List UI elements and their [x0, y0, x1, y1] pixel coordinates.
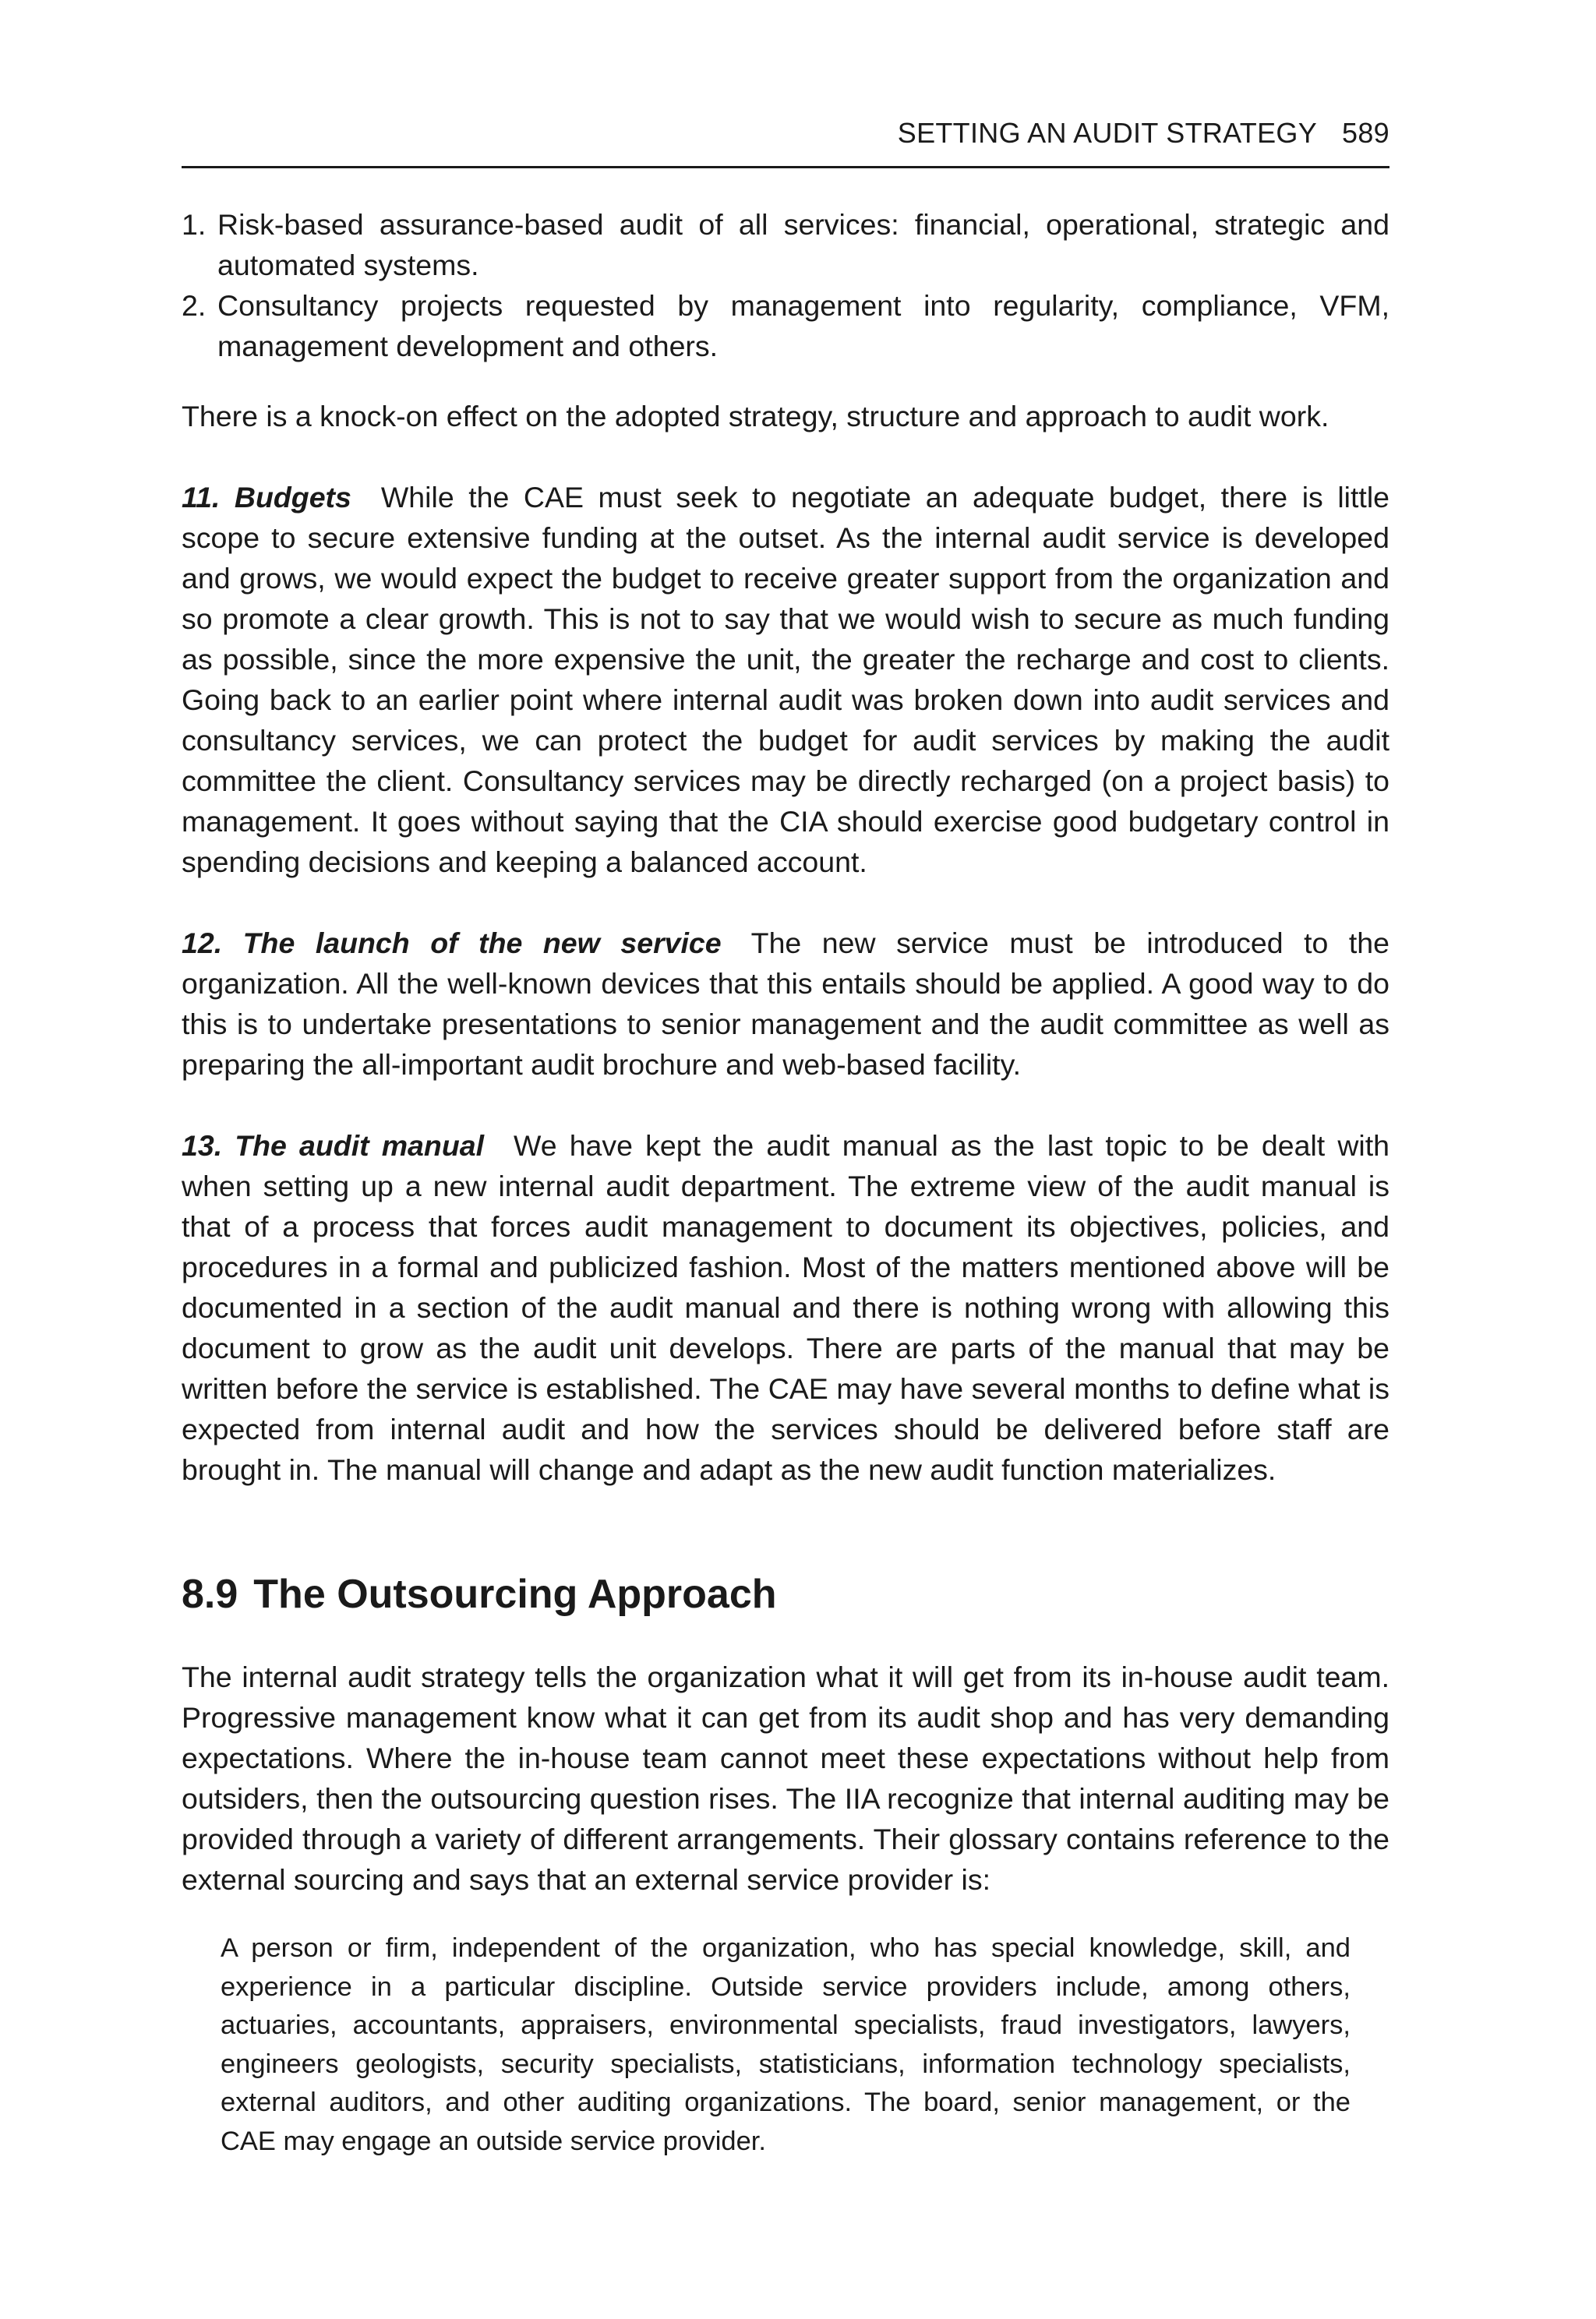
running-header: [182, 117, 1389, 150]
list-item-text: Consultancy projects requested by management into regularity, compliance, VFM, management development and others.: [217, 289, 1389, 362]
list-item: [182, 285, 1389, 366]
numbered-list: [182, 204, 1389, 366]
body-text: [182, 204, 1389, 2161]
launch-paragraph: [182, 923, 1389, 1085]
knock-on-paragraph: There is a knock-on effect on the adopted strategy, structure and approach to audit work.: [182, 400, 1329, 432]
page-number: 589: [1342, 117, 1389, 149]
header-rule: [182, 166, 1389, 168]
running-title: SETTING AN AUDIT STRATEGY: [897, 117, 1318, 149]
launch-runin-heading: 12. The launch of the new service: [182, 927, 722, 959]
list-item: [182, 204, 1389, 285]
list-item-number: 2.: [182, 289, 207, 322]
budgets-runin-heading: 11. Budgets: [182, 481, 351, 514]
manual-paragraph: [182, 1125, 1389, 1490]
section-title: The Outsourcing Approach: [253, 1572, 777, 1617]
list-item-number: 1.: [182, 208, 207, 241]
outsourcing-paragraph: The internal audit strategy tells the organization what it will get from its in-house audit team. Progressive management know what it can get from its audit shop and has very demanding expectations. Where the in-house team cannot meet these expectations without help from outsiders, then the outsourcing question rises. The IIA recognize that internal auditing may be provided through a variety of different arrangements. Their glossary contains reference to the external sourcing and says that an external service provider is:: [182, 1661, 1389, 1896]
launch-text: The new service must be introduced to the organization. All the well-known devices that this entails should be applied. A good way to do this is to undertake presentations to senior management and the audit committee as well as preparing the all-important audit brochure and web-based facility.: [182, 927, 1390, 1081]
section-heading: [182, 1571, 1389, 1618]
budgets-paragraph: [182, 477, 1389, 882]
section-number: 8.9: [182, 1572, 238, 1617]
glossary-quote: A person or firm, independent of the organization, who has special knowledge, skill, and experience in a particular discipline. Outside service providers include, among others, actuaries, accountants, appraisers, environmental specialists, fraud investigators, lawyers, engineers geologists, security specialists, statisticians, information technology specialists, external auditors, and other auditing organizations. The board, senior management, or the CAE may engage an outside service provider.: [221, 1933, 1351, 2156]
budgets-text: While the CAE must seek to negotiate an adequate budget, there is little scope to secure extensive funding at the outset. As the internal audit service is developed and grows, we would expect the budget to receive greater support from the organization and so promote a clear growth. This is not to say that we would wish to secure as much funding as possible, since the more expensive the unit, the greater the recharge and cost to clients. Going back to an earlier point where internal audit was broken down into audit services and consultancy services, we can protect the budget for audit services by making the audit committee the client. Consultancy services may be directly recharged (on a project basis) to management. It goes without saying that the CIA should exercise good budgetary control in spending decisions and keeping a balanced account.: [182, 481, 1390, 878]
manual-text: We have kept the audit manual as the last topic to be dealt with when setting up a new internal audit department. The extreme view of the audit manual is that of a process that forces audit management to document its objectives, policies, and procedures in a formal and publicized fashion. Most of the matters mentioned above will be documented in a section of the audit manual and there is nothing wrong with allowing this document to grow as the audit unit develops. There are parts of the manual that may be written before the service is established. The CAE may have several months to define what is expected from internal audit and how the services should be delivered before staff are brought in. The manual will change and adapt as the new audit function materializes.: [182, 1129, 1389, 1486]
manual-runin-heading: 13. The audit manual: [182, 1129, 485, 1162]
list-item-text: Risk-based assurance-based audit of all services: financial, operational, strategic and automated systems.: [217, 208, 1389, 281]
